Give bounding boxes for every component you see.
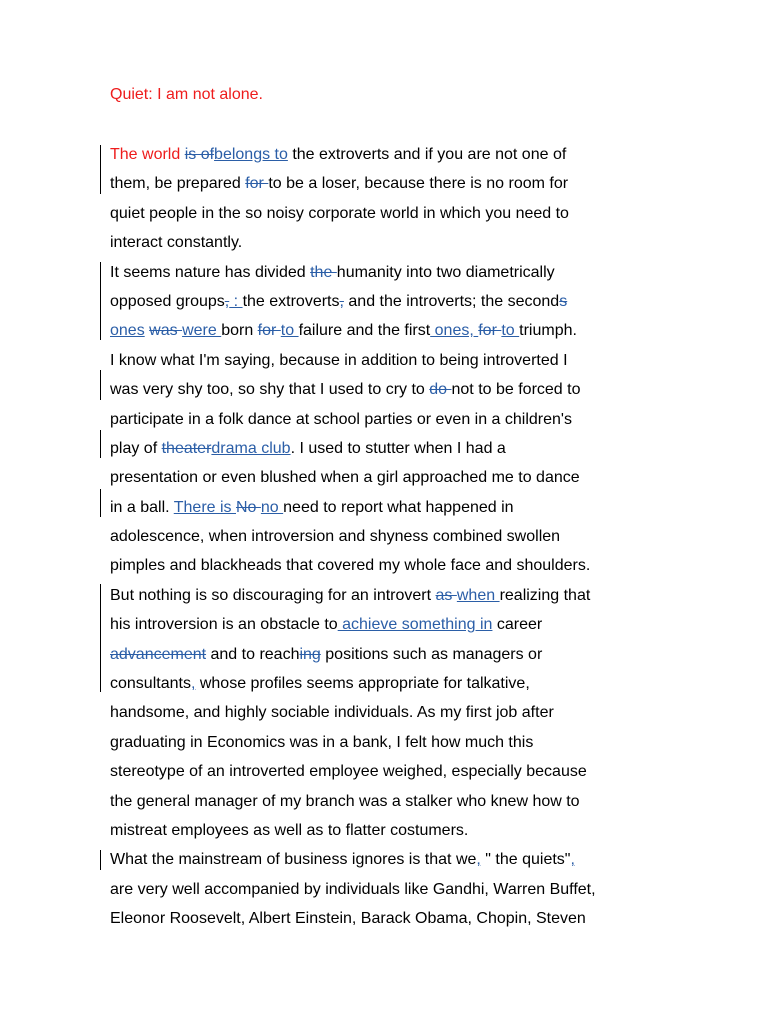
text-run: are very well accompanied by individuals like Gandhi, Warren Buffet, xyxy=(110,880,596,898)
text-line xyxy=(110,875,670,904)
text-line xyxy=(110,199,670,228)
text-line xyxy=(110,522,670,551)
change-bar xyxy=(100,262,101,340)
inserted-text: to xyxy=(501,322,520,340)
inserted-text: ones xyxy=(110,322,145,340)
inserted-text: when xyxy=(456,586,500,604)
text-line xyxy=(110,610,670,639)
text-line xyxy=(110,757,670,786)
text-run: not to be forced to xyxy=(451,381,581,399)
text-run: What the mainstream of business ignores is that we xyxy=(110,851,477,869)
deleted-text: advancement xyxy=(110,645,207,663)
text-run: and to reach xyxy=(206,645,300,663)
text-run: consultants xyxy=(110,675,191,693)
text-line xyxy=(110,845,670,874)
deleted-text: s xyxy=(559,292,568,310)
text-line xyxy=(110,463,670,492)
text-run: presentation or even blushed when a girl approached me to dance xyxy=(110,469,580,487)
text-run: handsome, and highly sociable individuals. As my first job after xyxy=(110,704,554,722)
change-bar xyxy=(100,145,101,194)
text-run: humanity into two diametrically xyxy=(336,263,555,281)
deleted-text: ing xyxy=(299,645,321,663)
inserted-text: , xyxy=(570,851,575,869)
text-run: the extroverts and if you are not one of xyxy=(287,146,567,163)
text-run: opposed groups xyxy=(110,292,225,310)
text-line xyxy=(110,258,670,287)
deleted-text: do xyxy=(429,381,452,399)
text-line xyxy=(110,140,670,169)
deleted-text: No xyxy=(236,498,261,516)
text-run: realizing that xyxy=(499,586,591,604)
text-run: Eleonor Roosevelt, Albert Einstein, Barack Obama, Chopin, Steven xyxy=(110,910,586,928)
text-run: whose profiles seems appropriate for talkative, xyxy=(195,675,530,693)
text-run: the extroverts xyxy=(242,292,340,310)
text-run: the general manager of my branch was a stalker who knew how to xyxy=(110,792,580,810)
deleted-text: is of xyxy=(184,146,215,163)
inserted-text: to xyxy=(280,322,299,340)
text-run: " the quiets" xyxy=(480,851,571,869)
change-bar xyxy=(100,430,101,458)
highlighted-text: The world xyxy=(110,146,185,163)
deleted-text: as xyxy=(435,586,457,604)
inserted-text: drama club xyxy=(211,439,291,457)
inserted-text: ones, xyxy=(430,322,479,340)
document-title: Quiet: I am not alone. xyxy=(110,86,263,103)
text-run: interact constantly. xyxy=(110,234,243,252)
text-run: to be a loser, because there is no room for xyxy=(268,175,569,193)
text-line xyxy=(110,346,670,375)
text-line xyxy=(110,316,670,345)
text-run: mistreat employees as well as to flatter costumers. xyxy=(110,821,469,839)
inserted-text: achieve something in xyxy=(337,616,493,634)
text-line xyxy=(110,904,670,933)
text-line xyxy=(110,698,670,727)
inserted-text: , xyxy=(190,675,196,693)
text-line xyxy=(110,169,670,198)
text-run: born xyxy=(221,322,258,340)
text-run: career xyxy=(492,616,543,634)
text-run: his introversion is an obstacle to xyxy=(110,616,338,634)
text-run: triumph. xyxy=(519,322,577,340)
text-line xyxy=(110,405,670,434)
text-line xyxy=(110,228,670,257)
text-run: stereotype of an introverted employee weighed, especially because xyxy=(110,763,587,781)
text-run: adolescence, when introversion and shyness combined swollen xyxy=(110,528,561,546)
text-run: participate in a folk dance at school parties or even in a children's xyxy=(110,410,572,428)
text-line xyxy=(110,787,670,816)
deleted-text: for xyxy=(245,175,269,193)
text-line xyxy=(110,728,670,757)
change-bar xyxy=(100,584,101,692)
inserted-text: , xyxy=(476,851,481,869)
text-line xyxy=(110,669,670,698)
deleted-text: for xyxy=(257,322,281,340)
text-run: But nothing is so discouraging for an introvert xyxy=(110,586,436,604)
inserted-text: belongs to xyxy=(214,146,288,163)
deleted-text: theater xyxy=(161,439,212,457)
text-line xyxy=(110,287,670,316)
text-run: graduating in Economics was in a bank, I felt how much this xyxy=(110,733,534,751)
text-run: . I used to stutter when I had a xyxy=(290,439,506,457)
text-run: them, be prepared xyxy=(110,175,246,193)
text-run: need to report what happened in xyxy=(283,498,514,516)
text-run: was very shy too, so shy that I used to cry to xyxy=(110,381,430,399)
text-line xyxy=(110,551,670,580)
change-bar xyxy=(100,489,101,517)
inserted-text: There is xyxy=(173,498,236,516)
inserted-text: no xyxy=(260,498,284,516)
inserted-text: were xyxy=(182,322,222,340)
text-line xyxy=(110,816,670,845)
text-line xyxy=(110,640,670,669)
text-run: It seems nature has divided xyxy=(110,263,311,281)
text-line xyxy=(110,581,670,610)
deleted-text: for xyxy=(478,322,502,340)
text-run: I know what I'm saying, because in addition to being introverted I xyxy=(110,351,568,369)
deleted-text: , xyxy=(339,292,344,310)
text-line xyxy=(110,375,670,404)
text-line xyxy=(110,493,670,522)
text-run: and the introverts; the second xyxy=(343,292,560,310)
text-run: failure and the first xyxy=(298,322,431,340)
text-run: pimples and blackheads that covered my whole face and shoulders. xyxy=(110,557,591,575)
change-bar xyxy=(100,850,101,870)
text-run: play of xyxy=(110,439,162,457)
deleted-text: the xyxy=(310,263,337,281)
change-bar xyxy=(100,370,101,400)
deleted-text: , xyxy=(224,292,230,310)
text-run: positions such as managers or xyxy=(320,645,543,663)
inserted-text: : xyxy=(229,292,243,310)
text-run: quiet people in the so noisy corporate world in which you need to xyxy=(110,204,569,222)
document-body xyxy=(110,140,670,934)
deleted-text: was xyxy=(149,322,183,340)
text-run: in a ball. xyxy=(110,498,174,516)
text-line xyxy=(110,434,670,463)
